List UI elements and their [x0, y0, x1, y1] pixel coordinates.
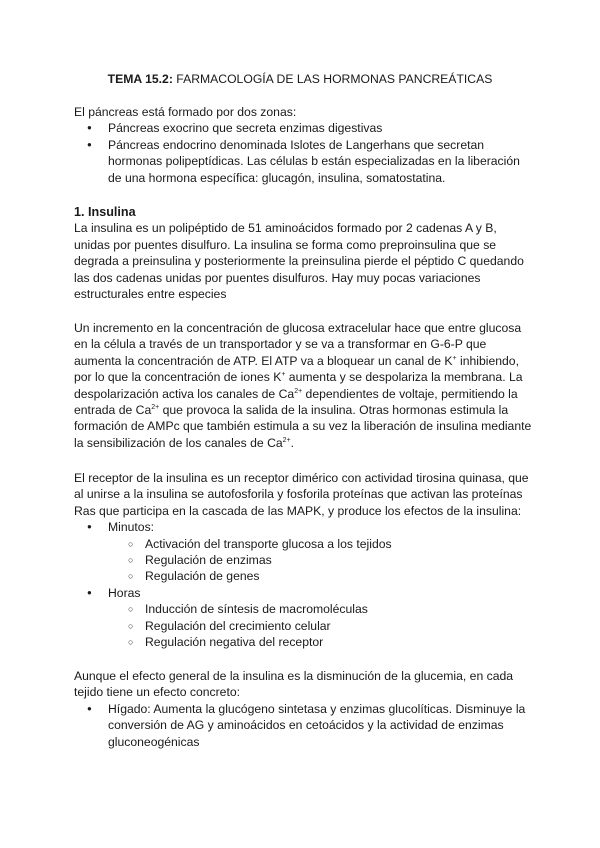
- superscript: 2+: [294, 387, 303, 395]
- text-run: dependientes de voltaje, permitiendo la entrada de Ca: [74, 386, 518, 418]
- receptor-section: [74, 470, 534, 650]
- text-run: inhibiendo, por lo que la concentración de iones K: [74, 353, 519, 385]
- superscript: 2+: [151, 404, 160, 412]
- list-item: ○ Regulación negativa del receptor: [108, 634, 534, 650]
- text-run: aumenta y se despolariza la membrana. La despolarización activa los canales de Ca: [74, 370, 523, 401]
- effects-list: [74, 519, 534, 650]
- minutes-label: Minutos:: [108, 520, 155, 535]
- text-run: .: [290, 435, 295, 450]
- list-item: ○ Activación del transporte glucosa a los tejidos: [108, 536, 534, 552]
- hours-label: Horas: [108, 585, 141, 600]
- tissues-list: [74, 701, 534, 750]
- superscript: +: [281, 371, 286, 379]
- list-item: ○ Regulación del crecimiento celular: [108, 618, 534, 634]
- list-item: ○ Regulación de enzimas: [108, 552, 534, 568]
- intro-section: [74, 104, 534, 186]
- title-topic-name: FARMACOLOGÍA DE LAS HORMONAS PANCREÁTICAS: [176, 72, 493, 86]
- paragraph-secretion: [74, 320, 534, 451]
- list-item: ○ Inducción de síntesis de macromoléculas: [108, 601, 534, 617]
- paragraph-structure: La insulina es un polipéptido de 51 aminoácidos formado por 2 cadenas A y B, unidas por puentes disulfuro. La insulina se forma como preproinsulina que se degrada a preinsulina y posteriormente la preinsulina pierde el péptido C quedando las dos cadenas unidas por puentes disulfuros. Hay muy pocas variaciones estructurales entre especies: [74, 221, 524, 302]
- list-item: ● Páncreas endocrino denominada Islotes de Langerhans que secretan hormonas polipeptídicas. Las células b están especializadas en la liberación de una hormona específica: glucagón, insulina, somatostatina.: [74, 137, 534, 186]
- paragraph-tissues: Aunque el efecto general de la insulina es la disminución de la glucemia, en cada tejido tiene un efecto concreto:: [74, 669, 514, 700]
- section-heading: 1. Insulina: [74, 205, 136, 219]
- page-title: [0, 71, 600, 87]
- list-item: ○ Regulación de genes: [108, 568, 534, 584]
- list-item: [74, 585, 534, 651]
- minutes-sublist: [108, 536, 534, 585]
- list-item: [74, 519, 534, 585]
- tissue-effects-section: [74, 668, 534, 750]
- text-run: Un incremento en la concentración de glucosa extracelular hace que entre glucosa en la célula a través de un transportador y se va a transformar en G-6-P que aumenta la concentración de ATP. El ATP va a bloquear un canal de K: [74, 321, 522, 368]
- text-run: que provoca la salida de la insulina. Otras hormonas estimula la formación de AMPc que también estimula a su vez la liberación de insulina mediante la sensibilización de los canales de Ca: [74, 403, 532, 450]
- superscript: 2+: [282, 436, 291, 444]
- hours-sublist: [108, 601, 534, 650]
- title-topic-number: TEMA 15.2:: [107, 72, 173, 86]
- paragraph-secretion-text: [74, 320, 534, 451]
- intro-text: El páncreas está formado por dos zonas:: [74, 105, 297, 119]
- pancreas-zones-list: [74, 120, 534, 186]
- superscript: +: [452, 354, 457, 362]
- paragraph-receptor: El receptor de la insulina es un receptor dimérico con actividad tirosina quinasa, que al unirse a la insulina se autofosforila y fosforila proteínas que activan las proteínas Ras que participa en la cascada de las MAPK, y produce los efectos de la insulina:: [74, 471, 529, 518]
- list-item: ● Páncreas exocrino que secreta enzimas digestivas: [74, 120, 534, 136]
- insulin-section: [74, 204, 534, 302]
- list-item: ● Hígado: Aumenta la glucógeno sintetasa y enzimas glucolíticas. Disminuye la conversión de AG y aminoácidos en cetoácidos y la actividad de enzimas gluconeogénicas: [74, 701, 534, 750]
